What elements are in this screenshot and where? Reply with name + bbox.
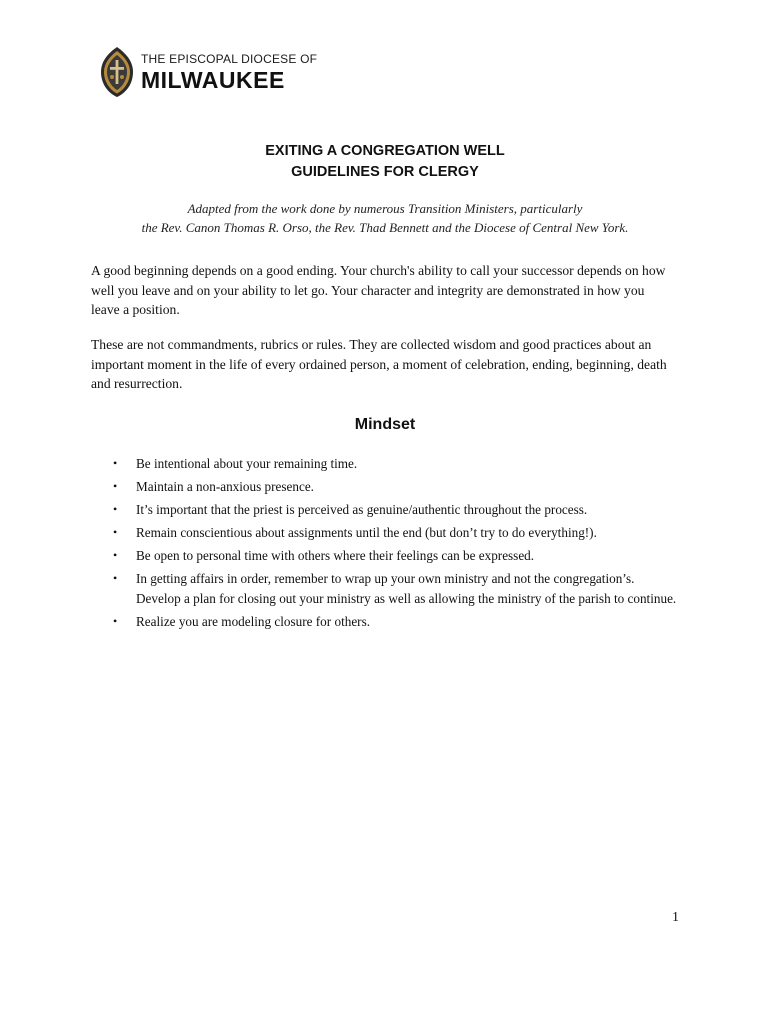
list-item-text: Be intentional about your remaining time.: [136, 456, 358, 471]
list-item-text: Realize you are modeling closure for others.: [136, 613, 370, 629]
bullet-icon: •: [113, 502, 118, 516]
logo-line-milwaukee: MILWAUKEE: [141, 67, 285, 93]
bullet-icon: •: [113, 613, 118, 628]
list-item: [113, 569, 678, 608]
bullet-icon: •: [113, 525, 118, 539]
credit-line-1: Adapted from the work done by numerous Transition Ministers, particularly: [187, 201, 583, 216]
diocese-logo: [99, 46, 317, 98]
bullet-icon: •: [113, 571, 118, 585]
logo-wordmark: [141, 52, 317, 92]
credit-line-2: the Rev. Canon Thomas R. Orso, the Rev. Thad Bennett and the Diocese of Central New York.: [141, 220, 629, 235]
list-item: [113, 454, 678, 474]
document-subtitle: GUIDELINES FOR CLERGY: [291, 164, 479, 180]
diocese-seal-icon: [99, 46, 135, 98]
section-heading-mindset: Mindset: [354, 416, 416, 433]
list-item: [113, 500, 678, 520]
list-item: [113, 477, 678, 497]
list-item-text: Maintain a non-anxious presence.: [136, 479, 314, 494]
bullet-icon: •: [113, 456, 118, 470]
logo-line-diocese: THE EPISCOPAL DIOCESE OF: [141, 52, 318, 66]
list-item-text: Remain conscientious about assignments until the end (but don’t try to do everything!).: [136, 525, 597, 540]
context-paragraph: These are not commandments, rubrics or rules. They are collected wisdom and good practices about an important moment in the life of every ordained person, a moment of celebration, ending, beginning, death and resurrection.: [91, 337, 667, 391]
page-number: 1: [672, 910, 679, 925]
list-item-text: It’s important that the priest is perceived as genuine/authentic throughout the process.: [136, 502, 588, 517]
list-item-text: In getting affairs in order, remember to wrap up your own ministry and not the congregation’s. Develop a plan for closing out your ministry as well as allowing the ministry of the parish to continue.: [136, 571, 677, 606]
bullet-icon: •: [113, 548, 118, 562]
document-title: EXITING A CONGREGATION WELL: [265, 143, 505, 159]
list-item: [113, 546, 678, 566]
list-item: [113, 523, 678, 543]
list-item: [113, 612, 678, 632]
mindset-list: [113, 454, 678, 635]
intro-paragraph: A good beginning depends on a good ending. Your church's ability to call your successor depends on how well you leave and on your ability to let go. Your character and integrity are demonstrated in how you leave a position.: [91, 263, 666, 317]
list-item-text: Be open to personal time with others where their feelings can be expressed.: [136, 548, 535, 563]
bullet-icon: •: [113, 479, 118, 493]
